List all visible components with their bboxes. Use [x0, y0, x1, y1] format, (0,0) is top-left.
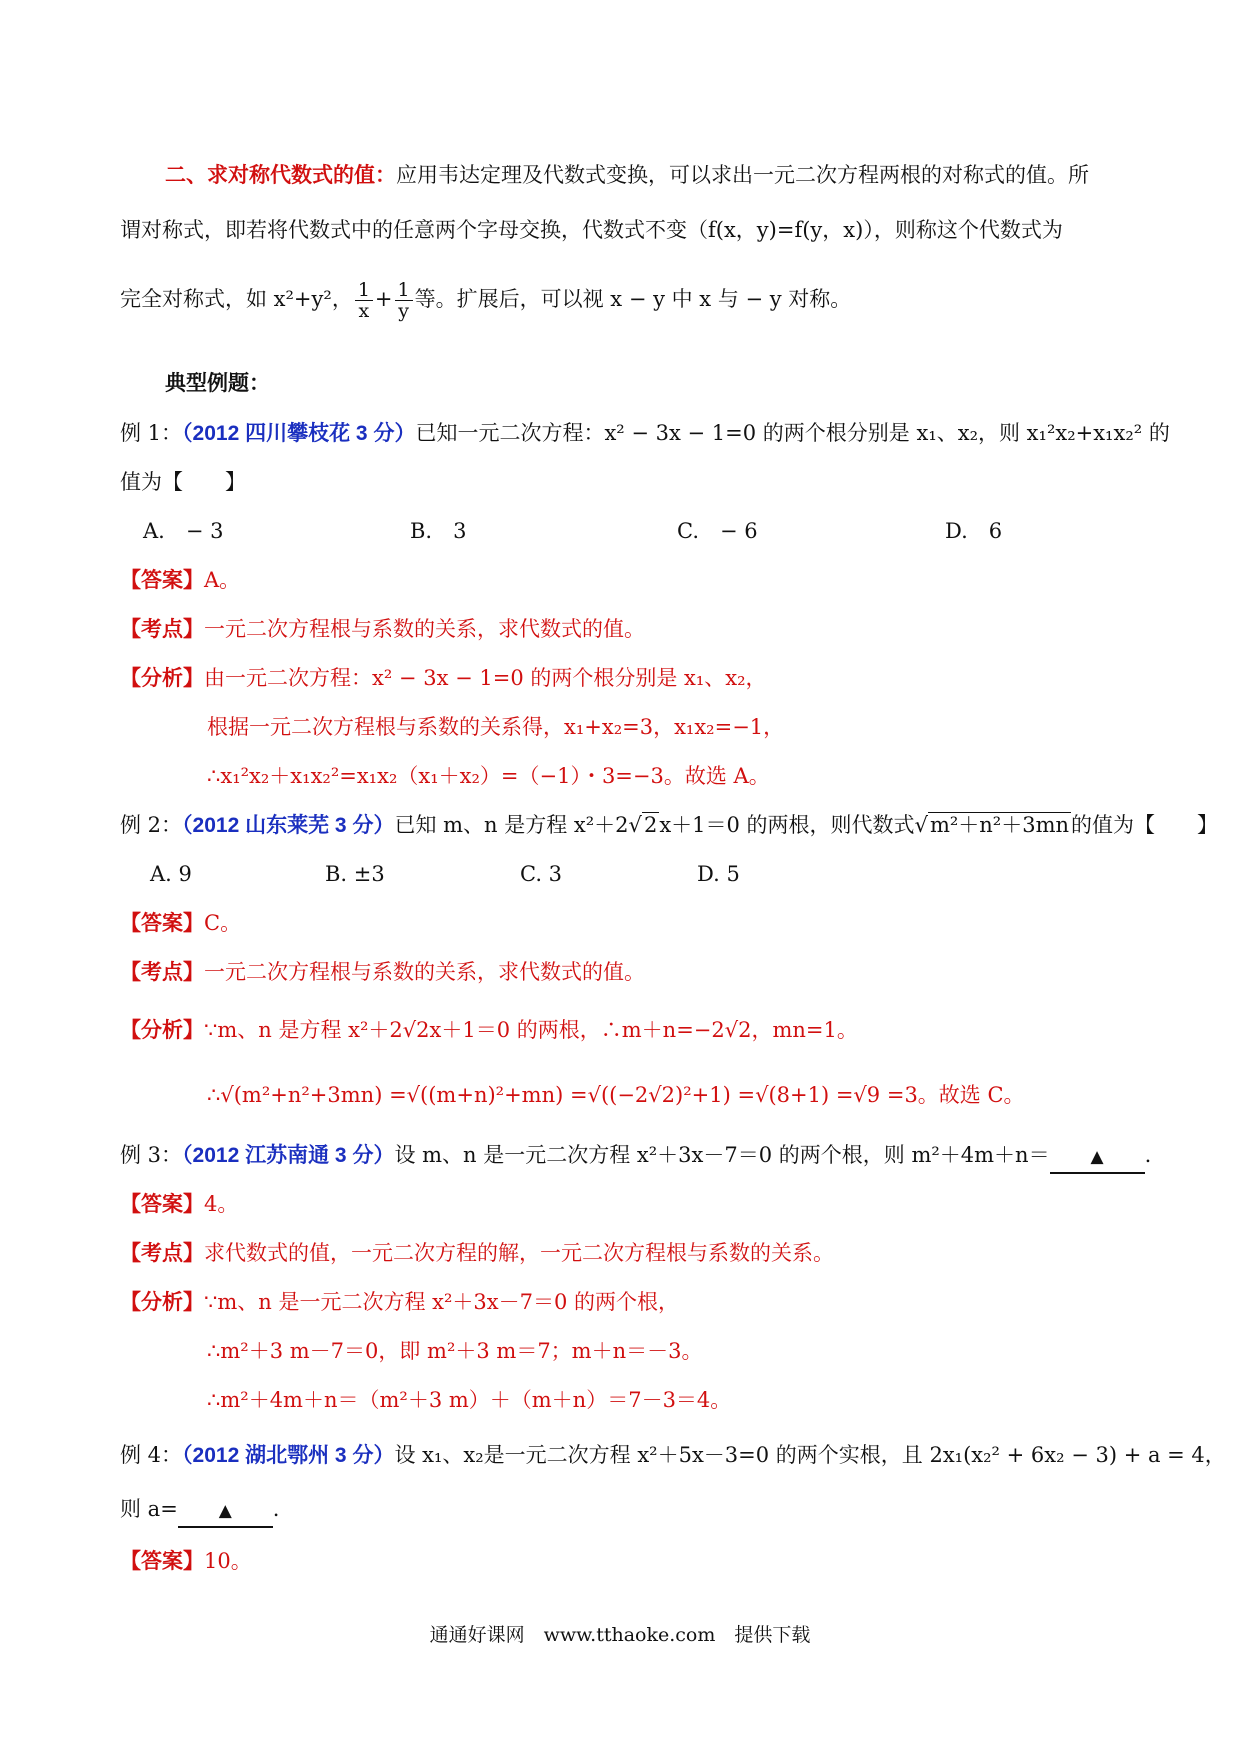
ex4-answer	[120, 1546, 252, 1577]
answer-text: 4。	[204, 1192, 239, 1216]
ex3-answer-blank: ▲	[1050, 1142, 1145, 1174]
ex4-answer-blank: ▲	[178, 1496, 273, 1528]
ex2-analysis	[120, 1015, 858, 1046]
ex2-sqrt-2: m²＋n²＋3mn	[929, 813, 1070, 837]
answer-tag: 【答案】	[120, 912, 204, 935]
ex1-point	[120, 614, 645, 645]
intro-line-2: 谓对称式，即若将代数式中的任意两个字母交换，代数式不变（f(x，y)=f(y，x)），则称这个代数式为	[120, 218, 1063, 242]
ex3-question-text: 设 m、n 是一元二次方程 x²＋3x－7＝0 的两个根，则 m²＋4m＋n＝	[394, 1143, 1050, 1167]
ex3-answer	[120, 1189, 238, 1220]
ex3-point	[120, 1238, 834, 1269]
ex1-question-text: 已知一元二次方程：x² − 3x − 1=0 的两个根分别是 x₁、x₂，则 x₁²x₂+x₁x₂² 的	[415, 421, 1170, 445]
point-text: 一元二次方程根与系数的关系，求代数式的值。	[204, 960, 645, 984]
ex2-option-c: C. 3	[520, 862, 563, 886]
analysis-tag: 【分析】	[120, 667, 204, 690]
answer-text: A。	[204, 568, 241, 592]
ex1-option-a: A. − 3	[143, 519, 224, 543]
intro-text-3b: 等。扩展后，可以视 x − y 中 x 与 − y 对称。	[414, 287, 852, 311]
ex3-prefix: 例 3：	[120, 1143, 183, 1167]
ex1-analysis	[120, 663, 767, 694]
ex3-analysis-3: ∴m²＋4m＋n＝（m²＋3 m）＋（m＋n）＝7－3＝4。	[207, 1388, 732, 1412]
ex4-prefix: 例 4：	[120, 1443, 183, 1467]
ex4-question-2-text: 则 a=	[120, 1497, 178, 1521]
intro-line-3	[120, 280, 851, 321]
answer-tag: 【答案】	[120, 1550, 204, 1573]
ex1-analysis-2: 根据一元二次方程根与系数的关系得，x₁+x₂=3，x₁x₂=−1，	[207, 715, 785, 739]
ex4-end: .	[272, 1497, 280, 1521]
ex4-question	[120, 1440, 1226, 1471]
ex3-analysis	[120, 1287, 679, 1318]
ex2-sqrt: 2	[643, 813, 658, 837]
ex2-question-b: x＋1＝0 的两根，则代数式	[659, 813, 915, 837]
page-footer: 通通好课网 www.tthaoke.com 提供下载	[429, 1624, 811, 1646]
ex1-answer	[120, 565, 240, 596]
analysis-tag: 【分析】	[120, 1291, 204, 1314]
intro-line-1	[165, 160, 1089, 191]
fraction-1-over-y: $\frac{1}{y}$	[395, 280, 413, 321]
intro-text-1: 应用韦达定理及代数式变换，可以求出一元二次方程两根的对称式的值。所	[396, 163, 1089, 187]
point-text: 一元二次方程根与系数的关系，求代数式的值。	[204, 617, 645, 641]
fraction-1-over-x: $\frac{1}{x}$	[355, 280, 373, 321]
ex3-source: （2012 江苏南通 3 分）	[182, 1144, 395, 1167]
ex1-question	[120, 418, 1170, 449]
point-tag: 【考点】	[120, 618, 204, 641]
analysis-text: ∵m、n 是一元二次方程 x²＋3x－7＝0 的两个根，	[204, 1290, 680, 1314]
point-tag: 【考点】	[120, 1242, 204, 1265]
ex2-prefix: 例 2：	[120, 813, 183, 837]
ex1-prefix: 例 1：	[120, 421, 183, 445]
section-heading: 二、求对称代数式的值：	[165, 164, 396, 187]
ex1-option-b: B. 3	[410, 519, 467, 543]
analysis-text: 由一元二次方程：x² − 3x − 1=0 的两个根分别是 x₁、x₂，	[204, 666, 767, 690]
ex1-question-2: 值为【 】	[120, 470, 246, 494]
ex2-question-a: 已知 m、n 是方程 x²＋2	[394, 813, 629, 837]
ex2-option-d: D. 5	[697, 862, 740, 886]
plus-sign: +	[374, 287, 393, 311]
ex2-point	[120, 957, 645, 988]
answer-tag: 【答案】	[120, 569, 204, 592]
ex1-option-c: C. − 6	[677, 519, 758, 543]
analysis-tag: 【分析】	[120, 1019, 204, 1042]
point-text: 求代数式的值，一元二次方程的解，一元二次方程根与系数的关系。	[204, 1241, 834, 1265]
ex1-analysis-3: ∴x₁²x₂＋x₁x₂²=x₁x₂（x₁＋x₂）=（−1）・3=−3。故选 A。	[207, 764, 770, 788]
ex2-question-c: 的值为【 】	[1071, 813, 1219, 837]
ex4-source: （2012 湖北鄂州 3 分）	[182, 1444, 395, 1467]
typical-examples-label: 典型例题：	[165, 370, 270, 395]
answer-tag: 【答案】	[120, 1193, 204, 1216]
point-tag: 【考点】	[120, 961, 204, 984]
analysis-text: ∵m、n 是方程 x²＋2√2x＋1＝0 的两根，∴m＋n=−2√2，mn=1。	[204, 1018, 858, 1042]
ex2-source: （2012 山东莱芜 3 分）	[182, 814, 395, 837]
ex2-answer	[120, 908, 241, 939]
answer-text: C。	[204, 911, 242, 935]
answer-text: 10。	[204, 1549, 252, 1573]
ex3-question	[120, 1140, 1151, 1174]
ex2-question: 例 2：（2012 山东莱芜 3 分）已知 m、n 是方程 x²＋2√2x＋1＝0 的两根，则代数式√m²＋n²＋3mn的值为【 】	[120, 813, 1219, 837]
intro-text-3a: 完全对称式，如 x²+y²，	[120, 287, 353, 311]
ex3-end: .	[1144, 1143, 1152, 1167]
ex1-option-d: D. 6	[945, 519, 1003, 543]
ex1-source: （2012 四川攀枝花 3 分）	[182, 422, 416, 445]
ex3-analysis-2: ∴m²＋3 m－7＝0，即 m²＋3 m＝7；m＋n＝－3。	[207, 1339, 703, 1363]
ex2-option-b: B. ±3	[325, 862, 385, 886]
ex4-question-2	[120, 1494, 279, 1528]
ex4-question-text: 设 x₁、x₂是一元二次方程 x²＋5x－3=0 的两个实根，且 2x₁(x₂² + 6x₂ − 3) + a = 4，	[394, 1443, 1226, 1467]
ex2-analysis-2: ∴√(m²+n²+3mn) =√((m+n)²+mn) =√((−2√2)²+1) =√(8+1) =√9 =3。故选 C。	[207, 1083, 1025, 1107]
ex2-option-a: A. 9	[150, 862, 192, 886]
